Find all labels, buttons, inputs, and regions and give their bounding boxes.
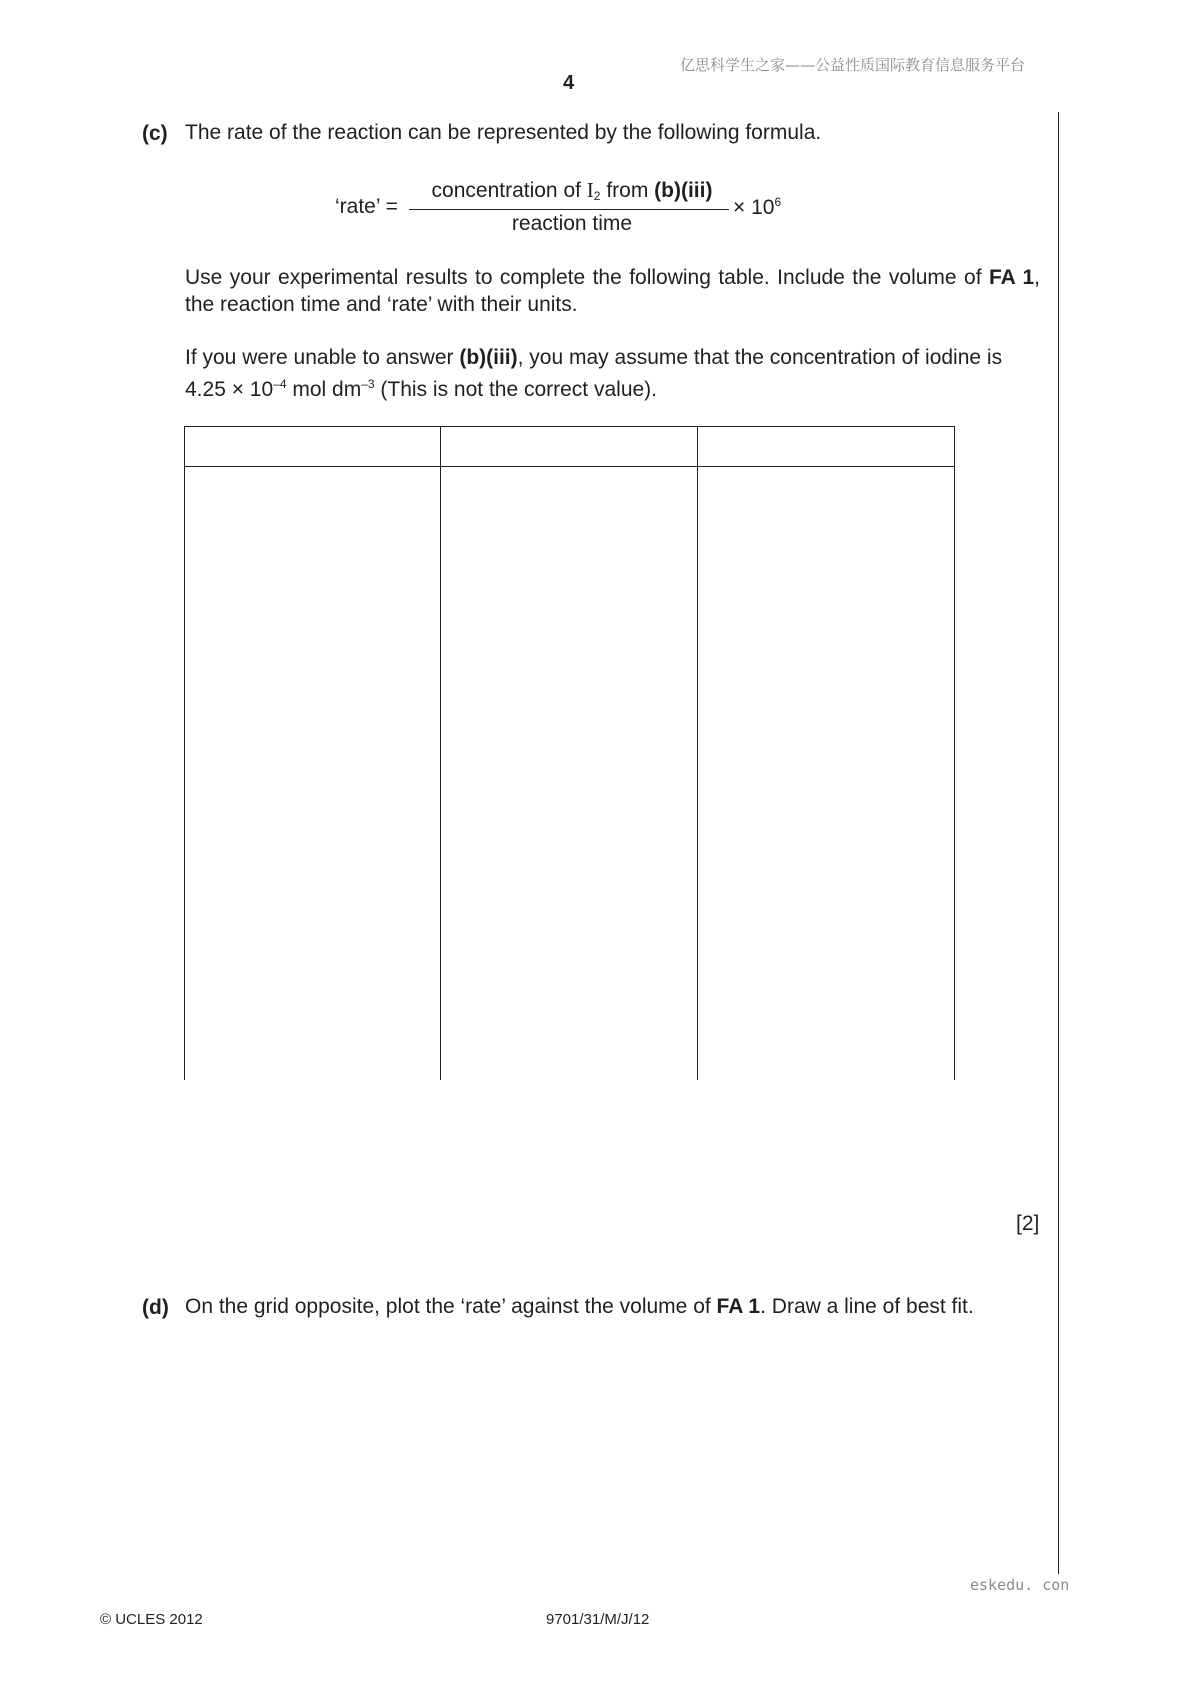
table-body-cell-2[interactable] — [442, 468, 696, 1078]
question-c-marks: [2] — [1016, 1212, 1040, 1235]
table-column-border — [954, 426, 955, 1080]
header-watermark: 亿思科学生之家——公益性质国际教育信息服务平台 — [680, 56, 1026, 74]
margin-line — [1058, 112, 1059, 1574]
footer-paper-code: 9701/31/M/J/12 — [546, 1611, 650, 1628]
table-header-cell-1[interactable] — [185, 427, 439, 465]
footer-watermark: eskedu. con — [970, 1576, 1070, 1594]
table-header-divider — [184, 466, 955, 467]
question-c-label: (c) — [142, 122, 168, 145]
formula-lhs: ‘rate’ = — [335, 195, 398, 218]
question-d-label: (d) — [142, 1296, 169, 1319]
page-number: 4 — [563, 72, 575, 94]
table-header-cell-2[interactable] — [442, 427, 696, 465]
table-header-cell-3[interactable] — [699, 427, 953, 465]
footer-copyright: © UCLES 2012 — [100, 1611, 203, 1628]
question-d-text: On the grid opposite, plot the ‘rate’ against the volume of FA 1. Draw a line of best fit. — [185, 1295, 974, 1318]
fraction-line — [409, 209, 729, 210]
question-c-instruction: Use your experimental results to complete the following table. Include the volume of FA 1, the reaction time and ‘rate’ with their units. — [185, 266, 1040, 316]
rate-formula — [335, 178, 795, 242]
table-column-border — [697, 426, 698, 1080]
formula-denominator: reaction time — [511, 212, 633, 235]
table-column-border — [440, 426, 441, 1080]
table-body-cell-1[interactable] — [185, 468, 439, 1078]
question-c-assumption: If you were unable to answer (b)(iii), you may assume that the concentration of iodine is $4.25 \times 10^{-4}$ mol $dm^{-3}$ (This is not the correct value). — [185, 346, 1003, 401]
table-body-cell-3[interactable] — [699, 468, 953, 1078]
formula-multiplier: × $10^6$ — [733, 195, 782, 219]
formula-numerator: concentration of $I_2$ from (b)(iii) — [431, 178, 713, 203]
question-c-intro: The rate of the reaction can be represented by the following formula. — [185, 121, 822, 144]
results-table — [184, 426, 955, 1080]
